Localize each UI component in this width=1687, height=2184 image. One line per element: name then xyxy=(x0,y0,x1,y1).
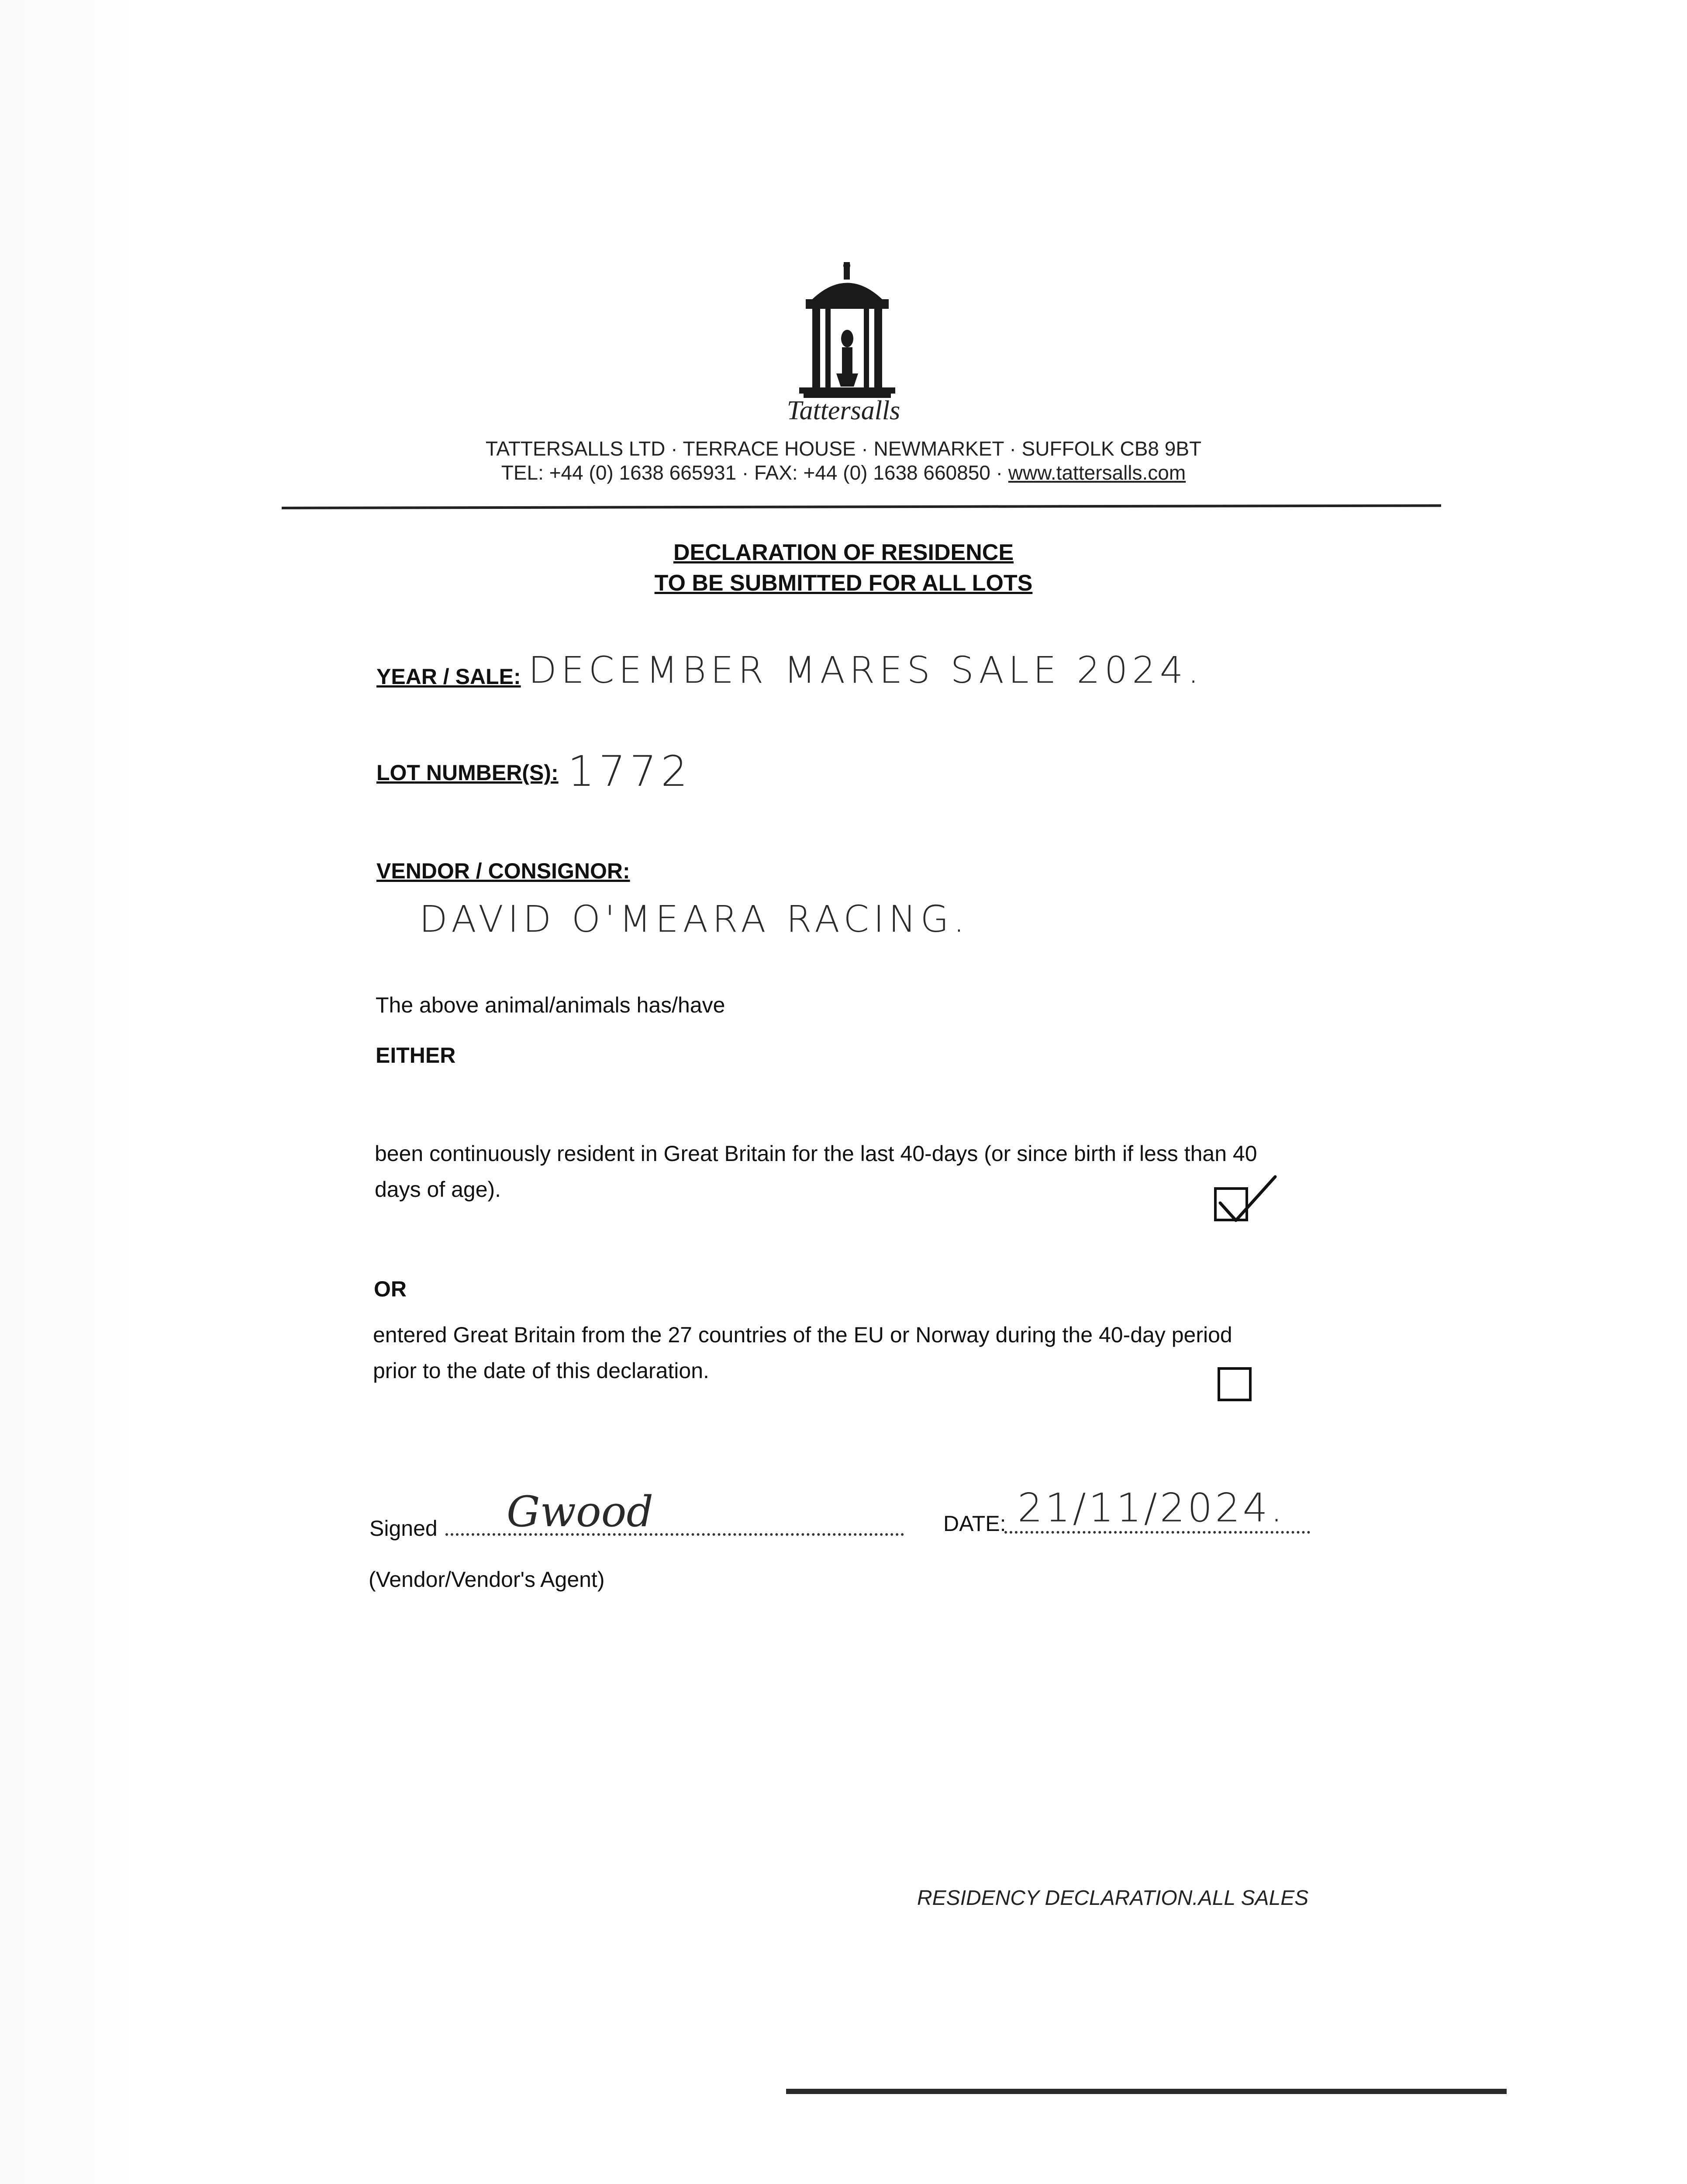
brand-name: Tattersalls xyxy=(787,396,900,425)
date-value[interactable]: 21/11/2024. xyxy=(1018,1485,1286,1531)
vendor-value[interactable]: DAVID O'MEARA RACING. xyxy=(419,898,969,940)
scan-shade xyxy=(0,0,183,2184)
contact-text: TEL: +44 (0) 1638 665931 · FAX: +44 (0) 1638 660850 · xyxy=(501,461,1008,484)
form-subtitle: TO BE SUBMITTED FOR ALL LOTS xyxy=(654,570,1033,596)
option1-checkbox[interactable] xyxy=(1214,1187,1248,1221)
declaration-intro: The above animal/animals has/have xyxy=(376,993,725,1017)
or-label: OR xyxy=(374,1277,407,1301)
company-contact xyxy=(0,461,1687,484)
signature-value[interactable]: Gwood xyxy=(507,1487,653,1536)
option2-checkbox[interactable] xyxy=(1218,1367,1252,1401)
date-label: DATE: xyxy=(943,1511,1006,1536)
year-sale-value[interactable]: DECEMBER MARES SALE 2024. xyxy=(528,649,1204,691)
company-address: TATTERSALLS LTD · TERRACE HOUSE · NEWMARKET · SUFFOLK CB8 9BT xyxy=(485,437,1202,460)
tattersalls-logo-icon xyxy=(795,262,900,406)
form-title: DECLARATION OF RESIDENCE xyxy=(673,540,1014,565)
header-rule xyxy=(282,504,1441,509)
lot-number-label: LOT NUMBER(S): xyxy=(376,760,559,785)
signer-role: (Vendor/Vendor's Agent) xyxy=(369,1567,605,1592)
option2-line1: entered Great Britain from the 27 countries of the EU or Norway during the 40-day period xyxy=(373,1323,1232,1347)
either-label: EITHER xyxy=(376,1043,456,1068)
option1-line1: been continuously resident in Great Britain for the last 40-days (or since birth if less than 40 xyxy=(375,1141,1257,1166)
check-mark-icon xyxy=(1214,1168,1280,1229)
option2-line2: prior to the date of this declaration. xyxy=(373,1358,709,1383)
option1-line2: days of age). xyxy=(375,1177,501,1202)
website-link[interactable]: www.tattersalls.com xyxy=(1008,461,1186,484)
footer-text: RESIDENCY DECLARATION.ALL SALES xyxy=(917,1887,1309,1910)
vendor-label: VENDOR / CONSIGNOR: xyxy=(376,859,630,883)
lot-number-value[interactable]: 1772 xyxy=(568,747,692,796)
bottom-rule xyxy=(786,2089,1507,2094)
year-sale-label: YEAR / SALE: xyxy=(376,664,521,689)
signed-label: Signed xyxy=(369,1516,438,1541)
date-line xyxy=(1004,1531,1310,1534)
